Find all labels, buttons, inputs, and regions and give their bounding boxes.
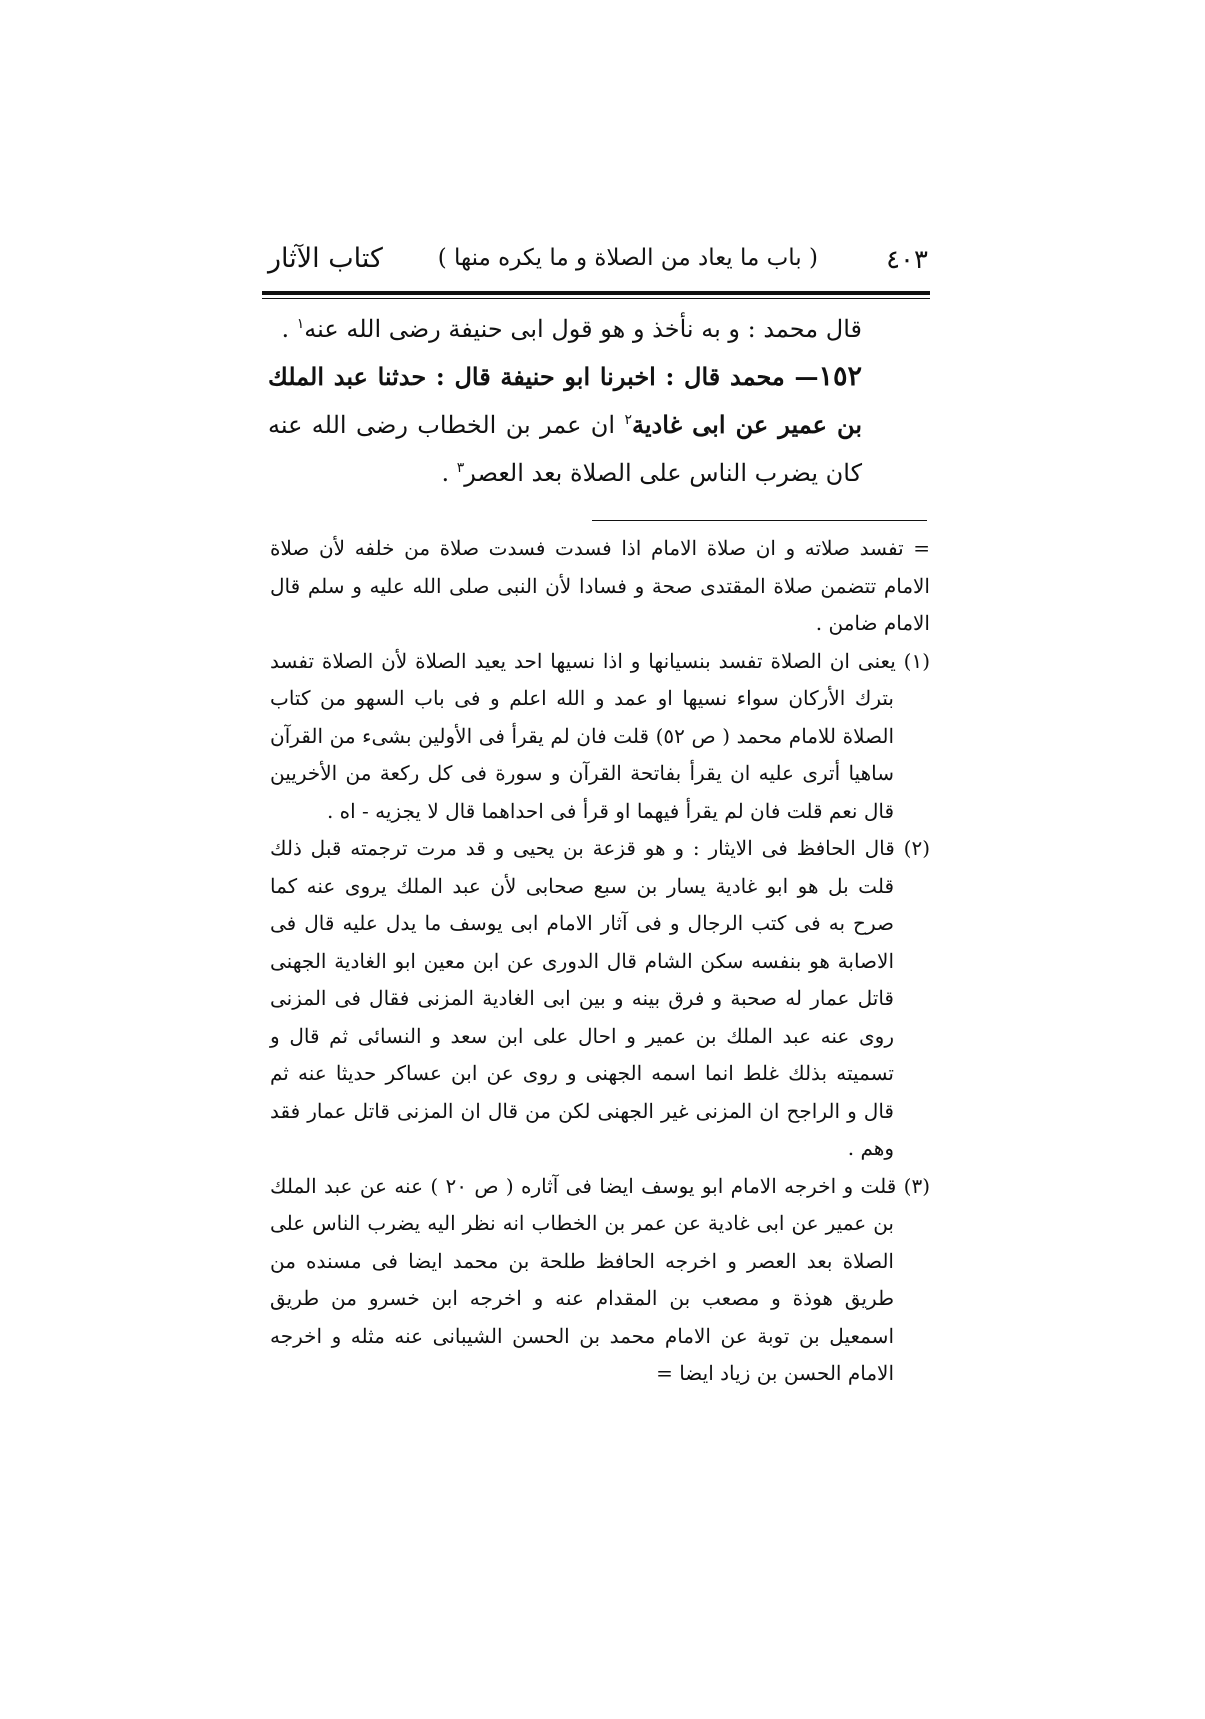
book-title: كتاب الآثار (268, 243, 383, 274)
footnote-ref-2: ٢ (624, 412, 632, 428)
footnotes (270, 530, 930, 1393)
chapter-title: ( باب ما يعاد من الصلاة و ما يكره منها ) (437, 245, 818, 271)
footnote-1: (١) يعنى ان الصلاة تفسد بنسيانها و اذا نسيها احد يعيد الصلاة لأن الصلاة تفسد بترك الأركان سواء نسيها او عمد و الله اعلم و فى باب السهو من كتاب الصلاة للامام محمد ( ص ٥٢) قلت فان لم يقرأ فى الأولين بشىء من القرآن ساهيا أترى عليه ان يقرأ بفاتحة القرآن و سورة فى كل ركعة من الأخريين قال نعم قلت فان لم يقرأ فيهما او قرأ فى احداهما قال لا يجزيه - اه . (270, 648, 930, 823)
footnote-separator (592, 520, 927, 521)
main-text (268, 305, 924, 497)
footnote-2: (٢) قال الحافظ فى الايثار : و هو قزعة بن يحيى و قد مرت ترجمته قبل ذلك قلت بل هو ابو غادية يسار بن سبع صحابى لأن عبد الملك يروى عنه كما صرح به فى كتب الرجال و فى آثار الامام ابى يوسف ما يدل عليه قال فى الاصابة هو بنفسه سكن الشام قال الدورى عن ابن معين ابو الغادية الجهنى قاتل عمار له صحبة و فرق بينه و بين ابى الغادية المزنى فقال فى المزنى روى عنه عبد الملك بن عمير و احال على ابن سعد و النسائى ثم قال و تسميته بذلك غلط انما اسمه الجهنى و روى عن ابن عساكر حديثا عنه ثم قال و الراجح ان المزنى غير الجهنى لكن من قال ان المزنى قاتل عمار فقد وهم . (270, 836, 930, 1160)
page-number: ٤٠٣ (886, 245, 928, 275)
header-rule-thin (262, 298, 930, 299)
hadith-paragraph (268, 353, 924, 497)
main-line-1: قال محمد : و به نأخذ و هو قول ابى حنيفة رضى الله عنه (304, 315, 862, 343)
hadith-end: . (441, 459, 457, 487)
footnote-ref-3: ٣ (456, 460, 465, 476)
footnote-3: (٣) قلت و اخرجه الامام ابو يوسف ايضا فى آثاره ( ص ٢٠ ) عنه عن عبد الملك بن عمير عن ابى غادية عن عمر بن الخطاب انه نظر اليه يضرب الناس على الصلاة بعد العصر و اخرجه الحافظ طلحة بن محمد ايضا فى مسنده من طريق هوذة و مصعب بن المقدام عنه و اخرجه ابن خسرو من طريق اسمعيل بن توبة عن الامام محمد بن الحسن الشيبانى عنه مثله و اخرجه الامام الحسن بن زياد ايضا = (270, 1173, 930, 1385)
main-line-1-end: . (281, 315, 297, 343)
footnote-continuation: = تفسد صلاته و ان صلاة الامام اذا فسدت فسدت صلاة من خلفه لأن صلاة الامام تتضمن صلاة المقتدى صحة و فسادا لأن النبى صلى الله عليه و سلم قال الامام ضامن . (270, 536, 930, 635)
hadith-number: ١٥٢ (818, 361, 862, 392)
footnote-ref-1: ١ (296, 316, 305, 332)
running-header (268, 243, 928, 287)
hadith-text-2: ان عمر بن الخطاب رضى الله عنه كان يضرب الناس على الصلاة بعد العصر (268, 411, 862, 487)
hadith-text-1: — محمد قال : اخبرنا ابو حنيفة قال : حدثنا عبد الملك بن عمير عن ابى غادية (268, 362, 863, 439)
header-rule-thick (262, 291, 930, 295)
main-paragraph-1 (268, 305, 924, 353)
